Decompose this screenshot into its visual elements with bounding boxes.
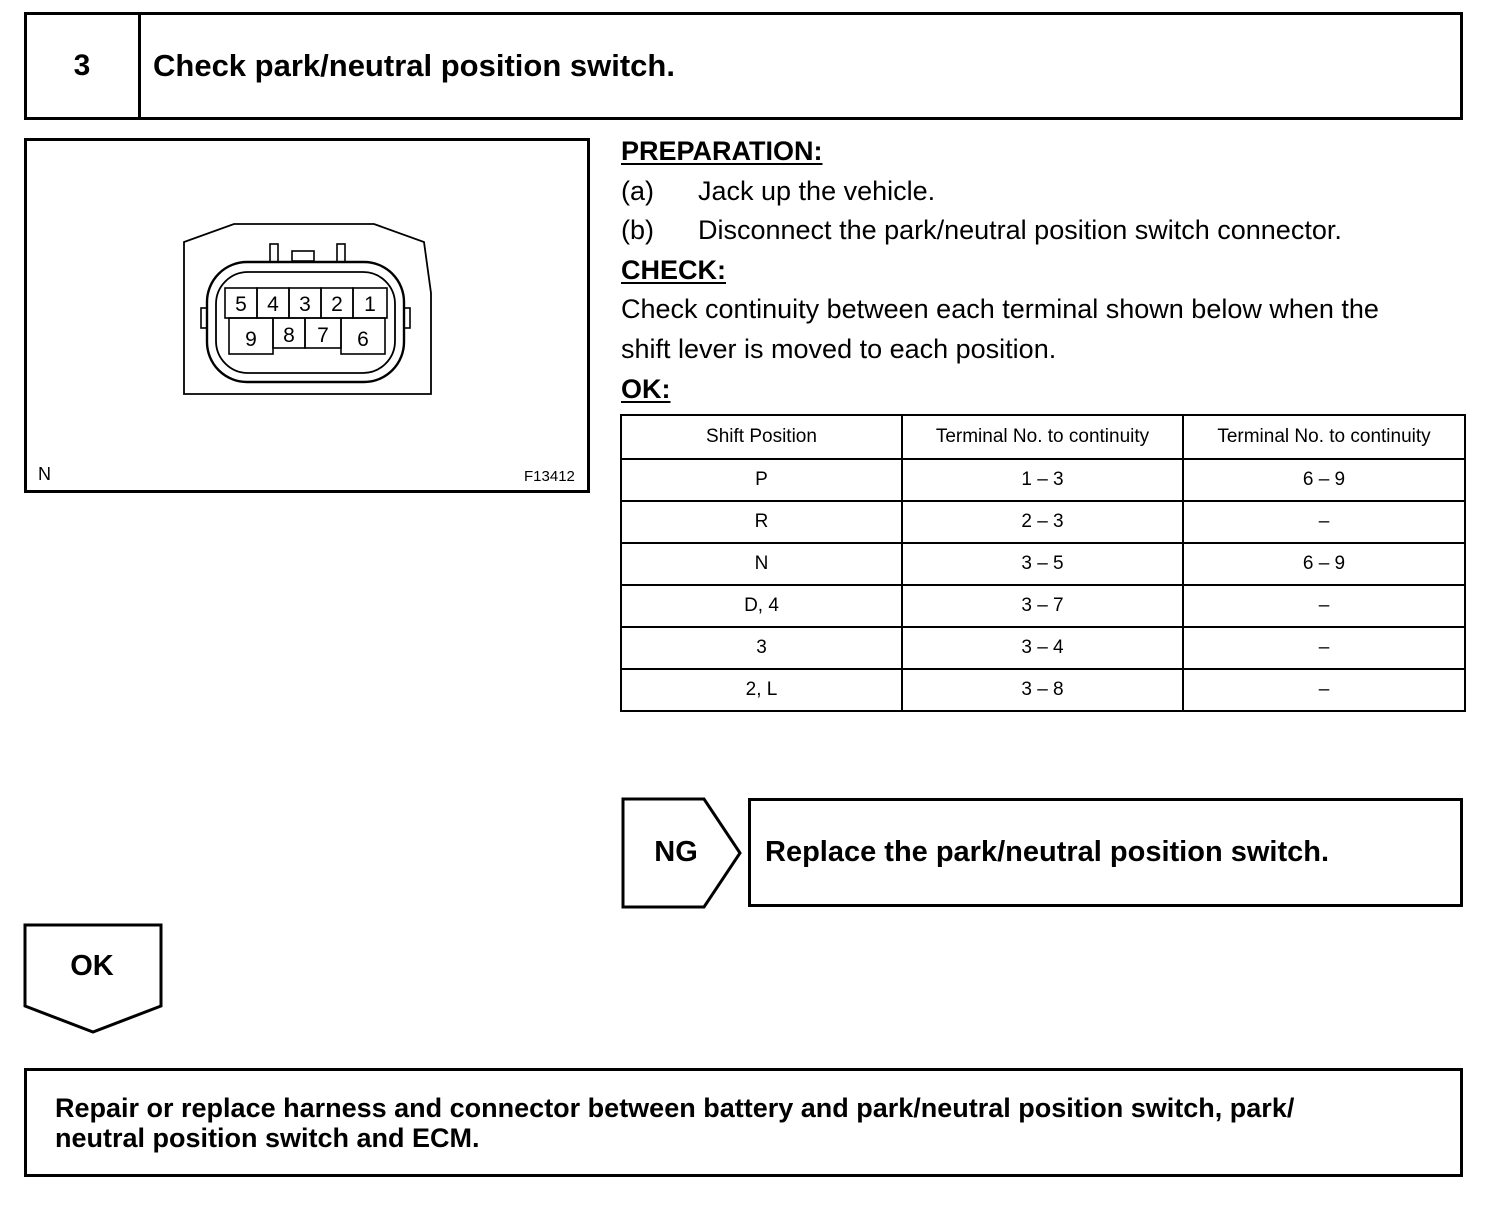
table-cell: R <box>621 501 902 543</box>
table-cell: D, 4 <box>621 585 902 627</box>
step-title: Check park/neutral position switch. <box>153 48 675 83</box>
table-cell: – <box>1183 627 1465 669</box>
final-action-box <box>24 1068 1463 1177</box>
table-cell: – <box>1183 669 1465 711</box>
table-cell: 3 – 4 <box>902 627 1183 669</box>
check-heading: CHECK: <box>621 255 726 285</box>
ok-label: OK <box>70 949 114 982</box>
connector-diagram <box>24 138 590 493</box>
table-cell: N <box>621 543 902 585</box>
table-cell: P <box>621 459 902 501</box>
table-cell: – <box>1183 501 1465 543</box>
table-cell: 2 – 3 <box>902 501 1183 543</box>
column-header: Terminal No. to continuity <box>1183 415 1465 459</box>
step-header-divider <box>138 12 141 120</box>
lock-tab-left <box>270 244 278 262</box>
check-line-2: shift lever is moved to each position. <box>621 334 1057 364</box>
table-cell: 3 <box>621 627 902 669</box>
pin-label-8: 8 <box>283 324 295 347</box>
table-row <box>621 585 1465 627</box>
pin-label-6: 6 <box>357 328 369 351</box>
continuity-table <box>620 414 1466 712</box>
figure-id: F13412 <box>524 468 575 485</box>
ok-heading: OK: <box>621 374 671 404</box>
preparation-heading: PREPARATION: <box>621 136 823 166</box>
final-action-line-2: neutral position switch and ECM. <box>55 1123 480 1153</box>
table-cell: 3 – 5 <box>902 543 1183 585</box>
table-cell: 1 – 3 <box>902 459 1183 501</box>
final-action-line-1: Repair or replace harness and connector between battery and park/neutral position switch, park/ <box>55 1093 1295 1123</box>
prep-step-b-text: Disconnect the park/neutral position switch connector. <box>698 215 1342 245</box>
ng-action-text: Replace the park/neutral position switch. <box>765 836 1330 868</box>
pin-label-5: 5 <box>235 293 247 316</box>
table-row <box>621 543 1465 585</box>
figure-view-label: N <box>38 464 51 484</box>
prep-step-a-marker: (a) <box>621 176 654 206</box>
ng-label: NG <box>654 836 698 868</box>
pin-label-2: 2 <box>331 293 343 316</box>
table-cell: 6 – 9 <box>1183 459 1465 501</box>
column-header: Terminal No. to continuity <box>902 415 1183 459</box>
pin-label-9: 9 <box>245 328 257 351</box>
pin-label-4: 4 <box>267 293 279 316</box>
table-cell: 6 – 9 <box>1183 543 1465 585</box>
pin-label-3: 3 <box>299 293 311 316</box>
prep-step-a-text: Jack up the vehicle. <box>698 176 936 206</box>
table-row <box>621 501 1465 543</box>
table-cell: 2, L <box>621 669 902 711</box>
column-header: Shift Position <box>621 415 902 459</box>
step-number: 3 <box>73 49 91 82</box>
table-cell: – <box>1183 585 1465 627</box>
table-cell: 3 – 7 <box>902 585 1183 627</box>
lock-tab-right <box>337 244 345 262</box>
table-row <box>621 459 1465 501</box>
table-row <box>621 669 1465 711</box>
lock-latch <box>292 251 314 261</box>
table-cell: 3 – 8 <box>902 669 1183 711</box>
check-line-1: Check continuity between each terminal shown below when the <box>621 294 1379 324</box>
pin-label-7: 7 <box>317 324 329 347</box>
table-row <box>621 627 1465 669</box>
pin-label-1: 1 <box>364 293 376 316</box>
prep-step-b-marker: (b) <box>621 215 654 245</box>
ng-action-box <box>748 798 1463 907</box>
table-header-row <box>621 415 1465 459</box>
